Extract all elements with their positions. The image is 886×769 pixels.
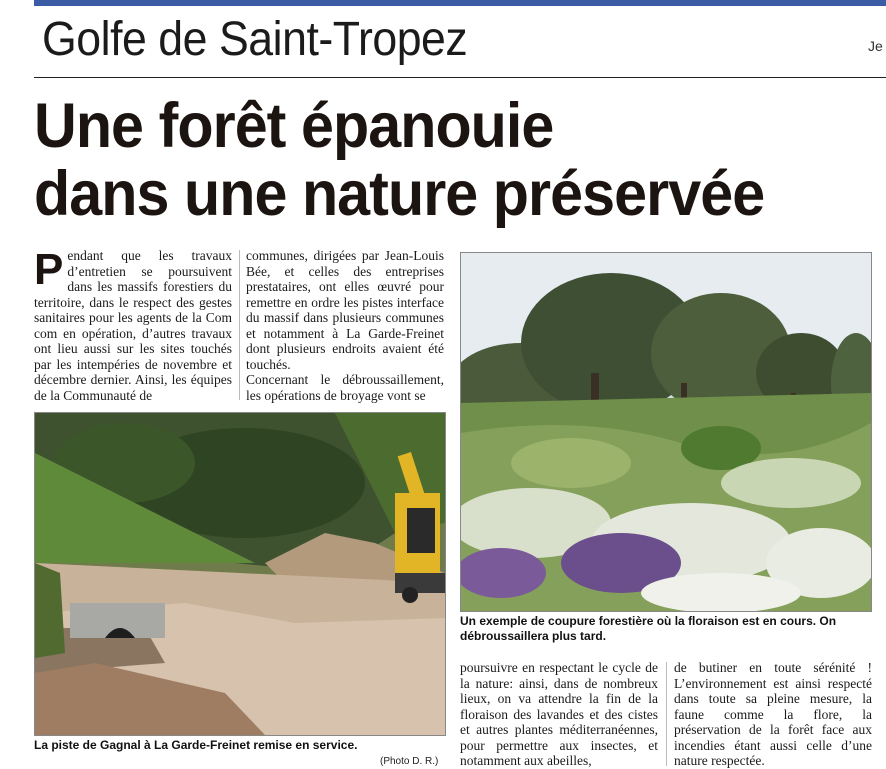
column-4-text: de butiner en toute sérénité ! L’environnement est ainsi respecté dans toute sa pleine mesure, la faune comme la flore, la préservation de la forêt face aux incendies étant aussi celle d’une nature respectée. [674,660,872,768]
article-column-2 [246,248,444,403]
article-column-4 [674,660,872,769]
header-divider [34,77,886,78]
headline-line-2: dans une nature préservée [34,159,765,229]
top-accent-rule [34,0,886,6]
article-column-1 [34,245,232,403]
photo-left-credit: (Photo D. R.) [380,756,439,767]
photo-left-caption: La piste de Gagnal à La Garde-Freinet remise en service. [34,738,358,752]
column-1-text: endant que les travaux d’entretien se poursuivent dans les massifs forestiers du territoire, dans le respect des gestes sanitaires pour les agents de la Com com en opération, d’autres travaux ont lieu aussi sur les sites touchés par les intempéries de novembre et décembre dernier. Ainsi, les équipes de la Communauté de [34,248,232,403]
photo-right-caption: Un exemple de coupure forestière où la floraison est en cours. On débroussaillera plus tard. [460,614,837,643]
section-title: Golfe de Saint-Tropez [42,13,468,66]
drop-cap: P [34,245,64,294]
photo-flowering-clearing [460,252,872,612]
column-divider-2 [666,662,667,766]
forest-track-illustration [35,413,445,735]
article-column-3 [460,660,658,769]
column-3-text: poursuivre en respectant le cycle de la nature: ainsi, dans de nombreux lieux, on va attendre la fin de la floraison des lavandes et des cistes et autres plantes méditerranéennes, pour permettre aux insectes, et notamment aux abeilles, [460,660,658,768]
photo-forest-track [34,412,446,736]
headline-line-1: Une forêt épanouie [34,91,554,161]
column-2-paragraph-1: communes, dirigées par Jean-Louis Bée, et celles des entreprises prestataires, ont elles œuvré pour remettre en ordre les pistes interface du massif dans plusieurs communes et notamment à La Garde-Freinet dont plusieurs endroits avaient été touchés. [246,248,444,372]
column-divider [239,250,240,400]
column-2-paragraph-2: Concernant le débroussaillement, les opérations de broyage vont se [246,372,444,403]
flowering-clearing-illustration [461,253,871,611]
headline [34,92,764,228]
date-fragment: Je [868,38,883,54]
